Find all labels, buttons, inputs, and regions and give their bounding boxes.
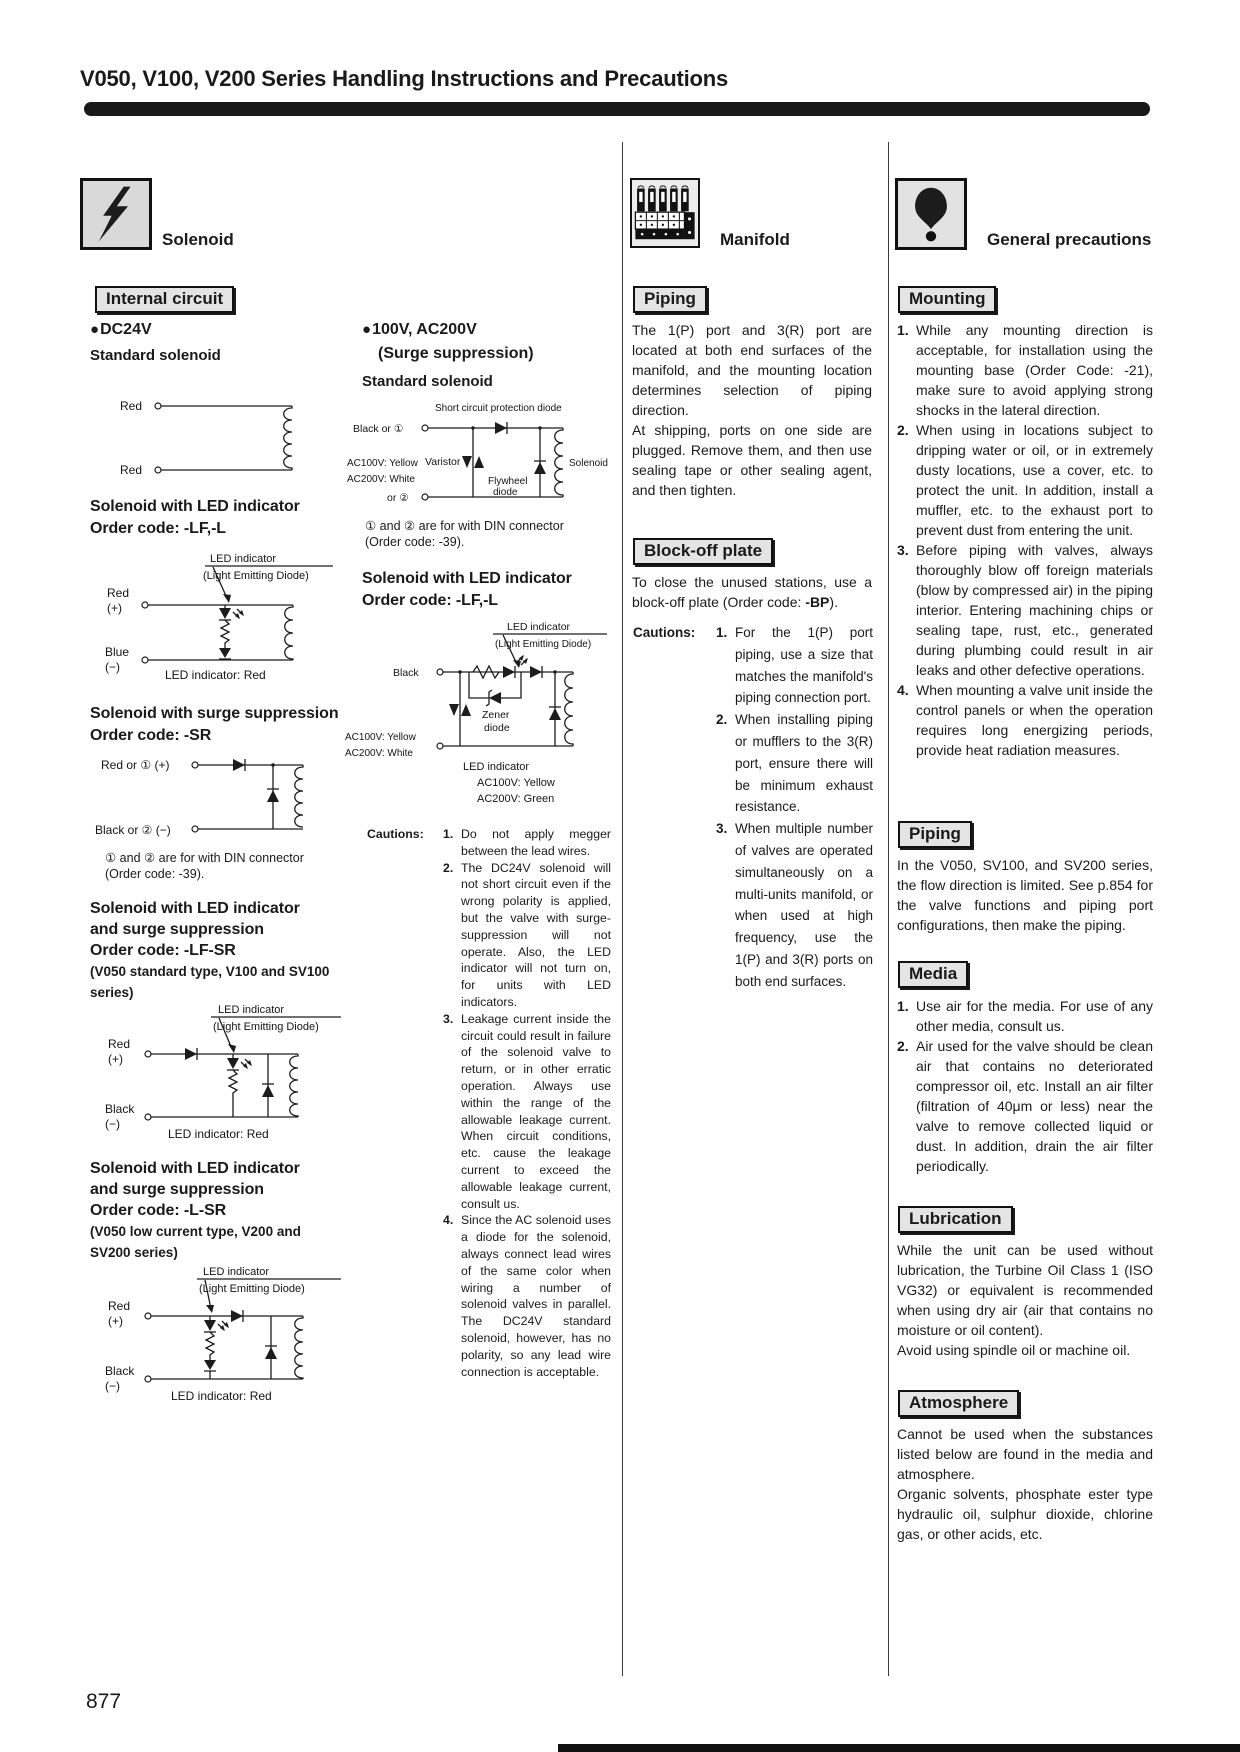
- din-connector-note-2: [365, 518, 605, 550]
- list-item-text: Air used for the valve should be clean air that contains no deteriorated compressor oil, etc. Install an air filter (filtration of 40μm or less) near the valve to remove collected liquid or dust. In addition, drain the air filter periodically.: [916, 1038, 1153, 1174]
- caption-led-indicator-red: LED indicator: Red: [168, 1127, 269, 1141]
- list-item-number: 3.: [443, 1011, 454, 1026]
- page-edge-bar: [558, 1744, 1240, 1752]
- piping-paragraph-2: At shipping, ports on one side are plugged. Remove them, and then use sealing tape or other sealing agent, and then tighten.: [632, 422, 872, 498]
- cautions-label: Cautions:: [367, 827, 424, 841]
- list-item: [897, 996, 1153, 1036]
- lubrication-text: [897, 1240, 1153, 1360]
- manifold-section-label: Manifold: [720, 230, 790, 249]
- lfsr-heading-1: Solenoid with LED indicator: [90, 900, 300, 917]
- callout-led-indicator: LED indicator: [218, 1004, 285, 1016]
- wire-label-plus: (+): [108, 1314, 123, 1328]
- callout-led-indicator: LED indicator: [203, 1266, 270, 1278]
- page-number: 877: [86, 1690, 122, 1713]
- list-item: [716, 709, 873, 818]
- callout-light-emitting-diode: (Light Emitting Diode): [495, 639, 592, 650]
- dc24v-heading-text: DC24V: [100, 321, 152, 338]
- list-item-text: When installing piping or mufflers to the 3(R) port, ensure there will be minimum exhaust resistance.: [735, 712, 873, 815]
- din-connector-note: [105, 850, 345, 882]
- ac-led-heading-1: Solenoid with LED indicator: [362, 570, 572, 587]
- label-flywheel: Flywheel: [488, 476, 528, 487]
- list-item-text: For the 1(P) port piping, use a size that matches the manifold's piping connection port.: [735, 625, 873, 706]
- solenoid-section-label: Solenoid: [162, 230, 234, 249]
- sr-heading-2: Order code: -SR: [90, 727, 212, 744]
- label-ac100v-yellow: AC100V: Yellow: [345, 732, 416, 743]
- general-piping-text: In the V050, SV100, and SV200 series, the flow direction is limited. See p.854 for the valve functions and piping port configurations, then make the piping.: [897, 857, 1153, 933]
- wire-label-minus: (−): [105, 1117, 120, 1131]
- list-item-number: 4.: [443, 1213, 454, 1228]
- circuit-ac-standard: [345, 400, 620, 512]
- wire-label-black: Black: [105, 1102, 135, 1116]
- block-off-plate-heading: Block-off plate: [633, 538, 773, 565]
- wire-label-black-or-2-minus: Black or ② (−): [95, 823, 171, 837]
- list-item-number: 1.: [897, 998, 909, 1014]
- label-flywheel-diode: diode: [493, 487, 518, 498]
- bullet-icon: ●: [90, 321, 100, 338]
- label-varistor: Varistor: [425, 456, 461, 468]
- lightning-bolt-icon: [86, 184, 146, 244]
- mounting-list: [897, 320, 1153, 760]
- manifold-piping-text: [632, 320, 872, 500]
- list-item-text: When using in locations subject to dripping water or oil, or in extremely dusty locations, use a cover, etc. to protect the unit. In addition, install a muffler, etc. to the exhaust port to prevent dust from entering the unit.: [916, 422, 1153, 538]
- wire-label-red-or-1-plus: Red or ① (+): [101, 758, 170, 772]
- din-note-line1: ① and ② are for with DIN connector: [105, 851, 304, 865]
- wire-label-minus: (−): [105, 1379, 120, 1393]
- list-item-text: Since the AC solenoid uses a diode for the solenoid, always connect lead wires of the same color when wiring a number of solenoid valves in parallel. The DC24V standard solenoid, however, has no polarity, so any lead wire connection is acceptable.: [461, 1213, 611, 1379]
- manifold-icon: [630, 178, 700, 248]
- lfsr-heading-2: and surge suppression: [90, 921, 264, 938]
- list-item-text: When mounting a valve unit inside the control panels or when the operation requires long energizing periods, provide heat radiation measures.: [916, 682, 1153, 758]
- exclamation-drop-icon: [900, 183, 962, 245]
- list-item: [443, 860, 611, 1011]
- list-item-text: When multiple number of valves are operated simultaneously on a multi-units manifold, or when used at high frequency, use the 1(P) and 3(R) ports on both end surfaces.: [735, 821, 873, 989]
- label-short-circuit-protection-diode: Short circuit protection diode: [435, 403, 562, 414]
- wire-label-black: Black: [105, 1364, 135, 1378]
- list-item: [443, 1011, 611, 1213]
- caption-led-indicator: LED indicator: [463, 761, 530, 773]
- callout-led-indicator: LED indicator: [507, 621, 571, 633]
- din-note-line2: (Order code: -39).: [105, 867, 205, 881]
- label-ac200v-white: AC200V: White: [347, 474, 415, 485]
- led-heading-1: Solenoid with LED indicator: [90, 498, 300, 515]
- ac-heading-2: (Surge suppression): [378, 345, 534, 362]
- lfsr-heading-5: series): [90, 985, 134, 1000]
- block-text-post: ).: [829, 594, 838, 610]
- manifold-illustration-icon: [632, 180, 698, 246]
- callout-led-indicator: LED indicator: [210, 553, 277, 565]
- label-solenoid: Solenoid: [569, 458, 608, 469]
- wire-label-or-2: or ②: [387, 492, 409, 504]
- label-ac200v-white: AC200V: White: [345, 748, 413, 759]
- label-zener: Zener: [482, 709, 510, 721]
- general-precautions-icon: [895, 178, 967, 250]
- list-item: [897, 680, 1153, 760]
- column-divider-1: [622, 142, 623, 1676]
- list-item-number: 2.: [897, 1038, 909, 1054]
- caption-led-indicator-red: LED indicator: Red: [171, 1389, 272, 1403]
- label-zener-diode: diode: [484, 722, 510, 734]
- circuit-led-surge-lsr: [93, 1262, 345, 1404]
- circuit-dc24v-standard: [112, 390, 322, 485]
- internal-circuit-heading: Internal circuit: [95, 286, 234, 313]
- page-title: V050, V100, V200 Series Handling Instructions and Precautions: [80, 66, 729, 91]
- list-item-text: Do not apply megger between the lead wires.: [461, 827, 611, 858]
- list-item: [897, 1036, 1153, 1176]
- bullet-icon: ●: [362, 321, 372, 338]
- lsr-heading-5: SV200 series): [90, 1245, 178, 1260]
- dc24v-subheading: Standard solenoid: [90, 347, 221, 364]
- wire-label-red-top: Red: [120, 399, 143, 413]
- cautions-list: [716, 622, 873, 993]
- lfsr-heading-4: (V050 standard type, V100 and SV100: [90, 964, 330, 979]
- solenoid-icon: [80, 178, 152, 250]
- lsr-heading-3: Order code: -L-SR: [90, 1202, 227, 1219]
- list-item: [443, 1212, 611, 1380]
- list-item-number: 3.: [897, 542, 909, 558]
- lfsr-heading-3: Order code: -LF-SR: [90, 942, 236, 959]
- list-item-text: While any mounting direction is acceptable, for installation using the mounting base (Order Code: -21), make sure to avoid applying strong shocks in the lateral direction.: [916, 322, 1153, 418]
- callout-light-emitting-diode: (Light Emitting Diode): [203, 570, 309, 582]
- caption-led-indicator-red: LED indicator: Red: [165, 668, 266, 682]
- label-ac100v-yellow: AC100V: Yellow: [347, 458, 418, 469]
- list-item: [897, 540, 1153, 680]
- block-text-pre: To close the unused stations, use a block-off plate (Order code:: [632, 574, 872, 610]
- wire-label-plus: (+): [108, 1052, 123, 1066]
- list-item-text: Use air for the media. For use of any other media, consult us.: [916, 998, 1153, 1034]
- wire-label-plus: (+): [107, 601, 122, 615]
- ac-heading-text: 100V, AC200V: [372, 321, 477, 338]
- list-item-number: 2.: [443, 860, 454, 875]
- atmosphere-paragraph-2: Organic solvents, phosphate ester type hydraulic oil, sulphur dioxide, chlorine gas, or other acids, etc.: [897, 1486, 1153, 1542]
- wire-label-red-bottom: Red: [120, 463, 143, 477]
- list-item-number: 3.: [716, 821, 728, 837]
- wire-label-red: Red: [107, 586, 130, 600]
- list-item: [716, 818, 873, 992]
- list-item-text: Before piping with valves, always thoroughly blow off foreign materials (blow by compressed air) in the piping interior. Entering machining chips or sealing tape, rust, etc., generated during plumbing could result in air leaks and other defective operations.: [916, 542, 1153, 678]
- caption-ac100v-yellow: AC100V: Yellow: [477, 777, 555, 789]
- led-heading-2: Order code: -LF,-L: [90, 520, 226, 537]
- list-item: [716, 622, 873, 709]
- wire-label-black: Black: [393, 667, 419, 679]
- callout-light-emitting-diode: (Light Emitting Diode): [199, 1283, 305, 1295]
- list-item-number: 2.: [897, 422, 909, 438]
- wire-label-black-or-1: Black or ①: [353, 423, 404, 435]
- list-item-text: Leakage current inside the circuit could result in failure of the solenoid valve to return, or in other erratic operation. Always use within the range of the allowable leakage current. When circuit conditions, etc. cause the leakage current to exceed the allowable leakage current, consult us.: [461, 1011, 611, 1211]
- circuit-surge-suppression: [93, 752, 328, 848]
- wire-label-red: Red: [108, 1037, 131, 1051]
- lubrication-heading: Lubrication: [898, 1206, 1013, 1233]
- wire-label-blue: Blue: [105, 645, 130, 659]
- wire-label-minus: (−): [105, 660, 120, 674]
- circuit-led-surge-lfsr: [93, 1000, 345, 1142]
- cautions-label: Cautions:: [633, 625, 696, 640]
- list-item-number: 1.: [716, 625, 728, 640]
- atmosphere-paragraph-1: Cannot be used when the substances listed below are found in the media and atmosphere.: [897, 1426, 1153, 1482]
- lsr-heading-2: and surge suppression: [90, 1181, 264, 1198]
- column-divider-2: [888, 142, 889, 1676]
- list-item: [897, 320, 1153, 420]
- general-precautions-section-label: General precautions: [987, 230, 1152, 249]
- title-underline-bar: [84, 102, 1150, 116]
- block-off-plate-text: [632, 572, 872, 612]
- media-heading: Media: [898, 961, 968, 988]
- lubrication-paragraph-2: Avoid using spindle oil or machine oil.: [897, 1342, 1131, 1358]
- dc24v-heading: [90, 321, 152, 339]
- cautions-list: [443, 826, 611, 1380]
- list-item: [897, 420, 1153, 540]
- wire-label-red: Red: [108, 1299, 131, 1313]
- list-item-number: 4.: [897, 682, 909, 698]
- list-item-number: 1.: [443, 827, 454, 841]
- ac-led-heading-2: Order code: -LF,-L: [362, 592, 498, 609]
- atmosphere-heading: Atmosphere: [898, 1390, 1019, 1417]
- caption-ac200v-green: AC200V: Green: [477, 793, 555, 805]
- general-piping-heading: Piping: [898, 821, 972, 848]
- block-order-code: -BP: [805, 594, 830, 610]
- manifold-piping-heading: Piping: [633, 286, 707, 313]
- circuit-dc24v-led: [95, 548, 337, 684]
- sr-heading-1: Solenoid with surge suppression: [90, 705, 339, 722]
- ac-heading: [362, 321, 477, 339]
- list-item-number: 2.: [716, 712, 728, 728]
- media-list: [897, 996, 1153, 1176]
- list-item-number: 1.: [897, 322, 909, 338]
- piping-paragraph-1: The 1(P) port and 3(R) port are located at both end surfaces of the manifold, and the mounting location determines selection of piping direction.: [632, 322, 872, 418]
- list-item-text: The DC24V solenoid will not short circuit even if the wrong polarity is applied, but the valve with surge-suppression will not operate. Also, the LED indicator will not turn on, for units with LED indicators.: [461, 860, 611, 1009]
- atmosphere-text: [897, 1424, 1153, 1544]
- din-note-line1: ① and ② are for with DIN connector: [365, 519, 564, 533]
- lubrication-paragraph-1: While the unit can be used without lubrication, the Turbine Oil Class 1 (ISO VG32) or equivalent is recommended when using dry air (air that contains no moisture or oil content).: [897, 1242, 1153, 1338]
- lsr-heading-4: (V050 low current type, V200 and: [90, 1224, 301, 1239]
- din-note-line2: (Order code: -39).: [365, 535, 465, 549]
- ac-subheading: Standard solenoid: [362, 373, 493, 390]
- circuit-ac-led: [345, 618, 610, 808]
- list-item: [443, 826, 611, 860]
- callout-light-emitting-diode: (Light Emitting Diode): [213, 1021, 319, 1033]
- lsr-heading-1: Solenoid with LED indicator: [90, 1160, 300, 1177]
- mounting-heading: Mounting: [898, 286, 996, 313]
